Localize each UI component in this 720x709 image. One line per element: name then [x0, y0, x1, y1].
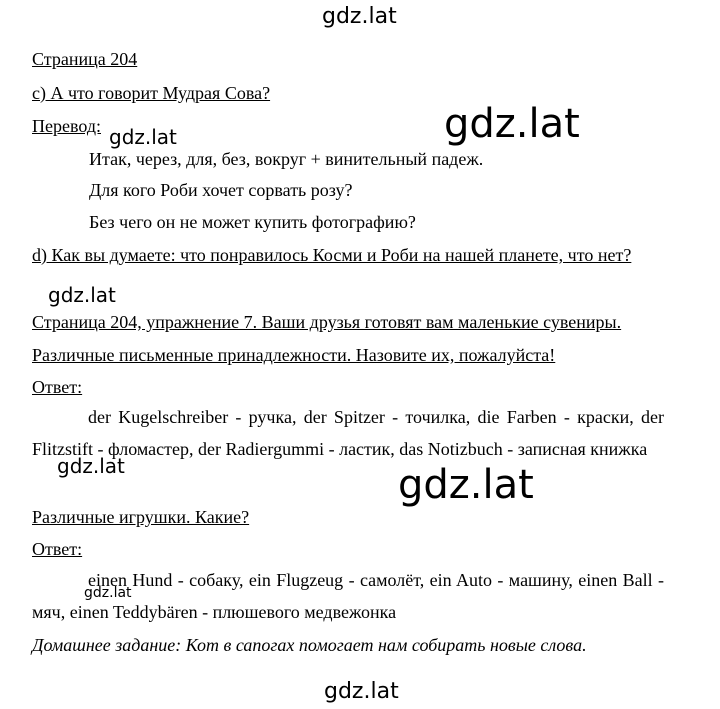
- exercise-header: Страница 204, упражнение 7. Ваши друзья готовят вам маленькие сувениры.: [32, 312, 622, 332]
- translation-line-1: Итак, через, для, без, вокруг + винительный падеж.: [89, 149, 484, 169]
- toys-question: Различные игрушки. Какие?: [32, 507, 250, 527]
- task-d-heading: d) Как вы думаете: что понравилось Косми и Роби на нашей планете, что нет?: [32, 245, 632, 265]
- homework-note: Домашнее задание: Кот в сапогах помогает нам собирать новые слова.: [32, 635, 587, 655]
- watermark-small-1: gdz.lat: [109, 125, 177, 149]
- page-header: Страница 204: [32, 49, 138, 69]
- stationery-question: Различные письменные принадлежности. Назовите их, пожалуйста!: [32, 345, 556, 365]
- watermark-top: gdz.lat: [322, 4, 397, 29]
- answer-1-body: der Kugelschreiber - ручка, der Spitzer - точилка, die Farben - краски, der Flitzstift - фломастер, der Radiergummi - ластик, das Notizbuch - записная книжка: [32, 407, 664, 459]
- translation-line-3: Без чего он не может купить фотографию?: [89, 212, 416, 232]
- watermark-large-2: gdz.lat: [398, 462, 534, 508]
- answer-1-text: [32, 401, 664, 465]
- watermark-small-4: gdz.lat: [84, 585, 132, 601]
- answer-label-1: Ответ:: [32, 377, 83, 397]
- answer-2-body: einen Hund - собаку, ein Flugzeug - самолёт, ein Auto - машину, einen Ball - мяч, einen Teddybären - плюшевого медвежонка: [32, 570, 664, 622]
- translation-line-2: Для кого Роби хочет сорвать розу?: [89, 180, 353, 200]
- answer-2-text: [32, 564, 664, 628]
- watermark-small-3: gdz.lat: [57, 454, 125, 478]
- translation-label: Перевод:: [32, 116, 101, 136]
- watermark-large-1: gdz.lat: [444, 101, 580, 147]
- task-c-heading: с) А что говорит Мудрая Сова?: [32, 83, 271, 103]
- watermark-bottom: gdz.lat: [324, 679, 399, 704]
- answer-label-2: Ответ:: [32, 539, 83, 559]
- watermark-small-2: gdz.lat: [48, 283, 116, 307]
